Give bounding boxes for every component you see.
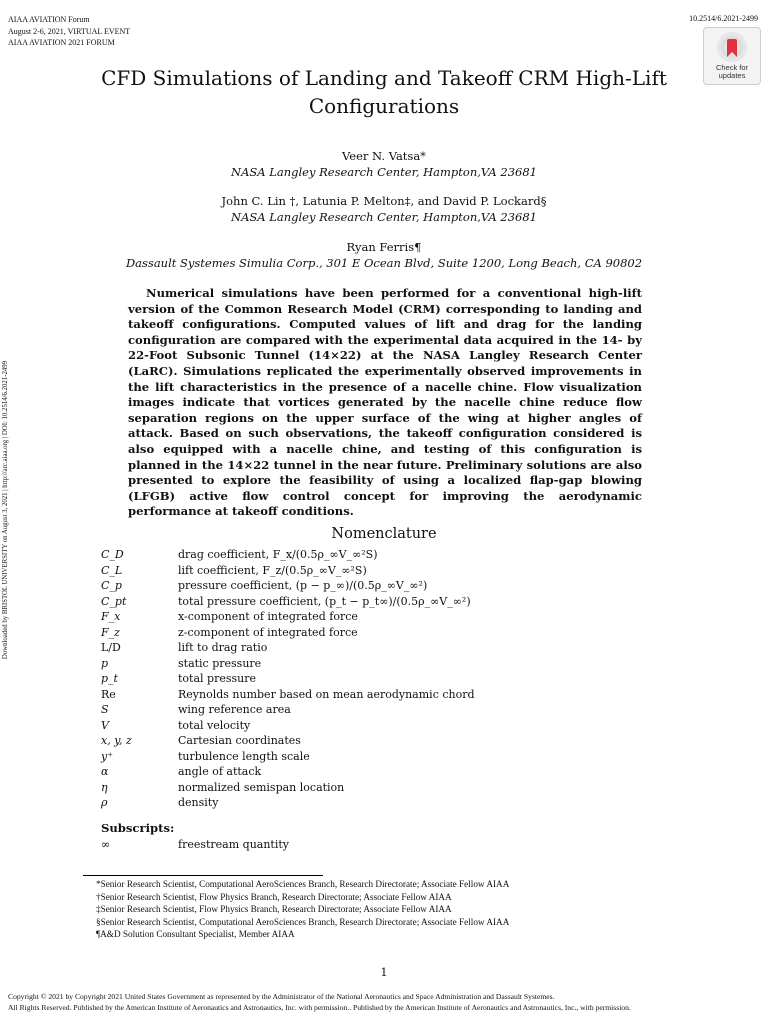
footnote: *Senior Research Scientist, Computational AeroSciences Branch, Research Directorate; Associate Fellow AIAA (96, 879, 510, 889)
nomenclature-row (101, 563, 475, 579)
author-affiliation: NASA Langley Research Center, Hampton,VA 23681 (231, 165, 537, 179)
badge-label: updates (718, 71, 746, 80)
author-names: John C. Lin †, Latunia P. Melton‡, and David P. Lockard§ (221, 194, 547, 208)
nomenclature-row (101, 780, 475, 796)
nomenclature-symbol: p (101, 656, 109, 670)
nomenclature-definition: wing reference area (178, 703, 291, 716)
venue-line: August 2-6, 2021, VIRTUAL EVENT (8, 26, 131, 36)
abstract: Numerical simulations have been performed for a conventional high-lift version of the Common Research Model (CRM) corresponding to landing and takeoff configurations. Computed values of lift and drag for the landing configuration are compared with the experimental data acquired in the 14- by 22-Foot Subsonic Tunnel (14×22) at the NASA Langley Research Center (LaRC). Simulations replicated the experimentally observed improvements in the lift characteristics in the presence of a nacelle chine. Flow visualization images indicate that vortices generated by the nacelle chine reduce flow separation regions on the upper surface of the wing at higher angles of attack. Based on such observations, the takeoff configuration considered is also equipped with a nacelle chine, and testing of this configuration is planned in the 14×22 tunnel in the near future. Preliminary solutions are also presented to explore the feasibility of using a localized flap-gap blowing (LFGB) active flow control concept for improving the aerodynamic performance at takeoff conditions. (128, 286, 642, 519)
nomenclature-symbol: F_z (101, 625, 120, 639)
subscript-symbol: ∞ (101, 838, 111, 851)
author-names: Ryan Ferris¶ (346, 240, 422, 254)
footnote-rule (83, 875, 323, 876)
author-affiliation: NASA Langley Research Center, Hampton,VA 23681 (231, 210, 537, 224)
venue-line: AIAA AVIATION 2021 FORUM (8, 38, 115, 47)
bookmark-check-icon (717, 32, 747, 62)
nomenclature-symbol: α (101, 765, 109, 778)
nomenclature-row (101, 687, 475, 703)
page-number: 1 (380, 966, 388, 979)
author-names: Veer N. Vatsa* (342, 149, 426, 163)
author-block (0, 193, 768, 225)
author-affiliation: Dassault Systemes Simulia Corp., 301 E Ocean Blvd, Suite 1200, Long Beach, CA 90802 (125, 256, 643, 270)
nomenclature-row (101, 609, 475, 625)
nomenclature-definition: lift coefficient, F_z/(0.5ρ_∞V_∞²S) (178, 563, 367, 577)
title-line: Configurations (308, 94, 460, 118)
nomenclature-row (101, 640, 475, 656)
venue-line: AIAA AVIATION Forum (8, 15, 90, 24)
nomenclature-definition: drag coefficient, F_x/(0.5ρ_∞V_∞²S) (178, 548, 378, 561)
nomenclature-symbol: C_p (101, 579, 122, 592)
nomenclature-symbol: Re (101, 687, 116, 701)
nomenclature-definition: pressure coefficient, (p − p_∞)/(0.5ρ_∞V_∞²) (178, 579, 428, 592)
footnotes (96, 878, 509, 941)
nomenclature-row (101, 671, 475, 687)
nomenclature-symbol: C_pt (101, 594, 127, 608)
nomenclature-definition: x-component of integrated force (178, 610, 358, 623)
nomenclature-symbol: p_t (101, 672, 118, 685)
footnote: ‡Senior Research Scientist, Flow Physics Branch, Research Directorate; Associate Fellow AIAA (96, 904, 452, 915)
nomenclature-row (101, 718, 475, 734)
subscript-row (101, 838, 289, 851)
nomenclature-definition: z-component of integrated force (178, 625, 358, 639)
nomenclature-symbol: C_L (101, 563, 123, 577)
author-block (0, 148, 768, 180)
nomenclature-definition: density (178, 796, 219, 809)
nomenclature-symbol: F_x (101, 610, 121, 623)
nomenclature-definition: total velocity (178, 718, 251, 732)
nomenclature-row (101, 578, 475, 594)
nomenclature-row (101, 764, 475, 780)
nomenclature-row (101, 656, 475, 672)
nomenclature-definition: static pressure (178, 656, 262, 670)
title-line: CFD Simulations of Landing and Takeoff CRM High-Lift (101, 66, 667, 90)
badge-label: Check for (715, 63, 749, 72)
nomenclature-definition: normalized semispan location (178, 780, 345, 794)
nomenclature-symbol: η (101, 780, 108, 794)
doi-header: 10.2514/6.2021-2499 (689, 14, 758, 23)
footnote: §Senior Research Scientist, Computational AeroSciences Branch, Research Directorate; Associate Fellow AIAA (96, 916, 510, 927)
subscript-definition: freestream quantity (178, 838, 290, 851)
nomenclature-symbol: x, y, z (101, 734, 132, 747)
nomenclature-row (101, 749, 475, 765)
nomenclature-definition: total pressure coefficient, (p_t − p_t∞)/(0.5ρ_∞V_∞²) (178, 594, 471, 608)
nomenclature-definition: turbulence length scale (178, 749, 310, 763)
nomenclature-row (101, 625, 475, 641)
nomenclature-symbol: V (101, 718, 109, 732)
nomenclature-definition: lift to drag ratio (178, 641, 268, 654)
nomenclature-list (101, 547, 475, 811)
nomenclature-definition: Cartesian coordinates (178, 734, 301, 747)
nomenclature-definition: Reynolds number based on mean aerodynamic chord (178, 687, 475, 701)
venue-header (8, 14, 130, 49)
nomenclature-symbol: L/D (101, 641, 121, 654)
nomenclature-row (101, 733, 475, 749)
author-block (0, 239, 768, 271)
nomenclature-symbol: y⁺ (101, 749, 114, 763)
nomenclature-row (101, 795, 475, 811)
footnote: ¶A&D Solution Consultant Specialist, Member AIAA (96, 929, 295, 940)
sidebar-text: Downloaded by BRISTOL UNIVERSITY on August 3, 2021 | http://arc.aiaa.org | DOI: 10.2514/6.2021-2499 (2, 360, 9, 660)
nomenclature-row (101, 594, 475, 610)
check-for-updates-button[interactable] (703, 27, 761, 85)
nomenclature-definition: total pressure (178, 672, 256, 685)
nomenclature-symbol: S (101, 703, 109, 716)
nomenclature-row (101, 702, 475, 718)
nomenclature-row (101, 547, 475, 563)
copyright (8, 991, 631, 1013)
subscripts-heading: Subscripts: (101, 821, 175, 835)
nomenclature-symbol: C_D (101, 548, 124, 561)
paper-title (60, 64, 708, 120)
nomenclature-symbol: ρ (101, 796, 108, 809)
copyright-line: Copyright © 2021 by Copyright 2021 United States Government as represented by the Administrator of the National Aeronautics and Space Administration and Dassault Systemes. (8, 992, 555, 1001)
nomenclature-definition: angle of attack (178, 765, 262, 778)
copyright-line: All Rights Reserved. Published by the American Institute of Aeronautics and Astronautics, Inc. with permission.. Published by the American Institute of Aeronautics and Astronautics, Inc., with permission. (8, 1003, 631, 1012)
nomenclature-heading: Nomenclature (331, 526, 437, 542)
footnote: †Senior Research Scientist, Flow Physics Branch, Research Directorate; Associate Fellow AIAA (96, 891, 452, 902)
